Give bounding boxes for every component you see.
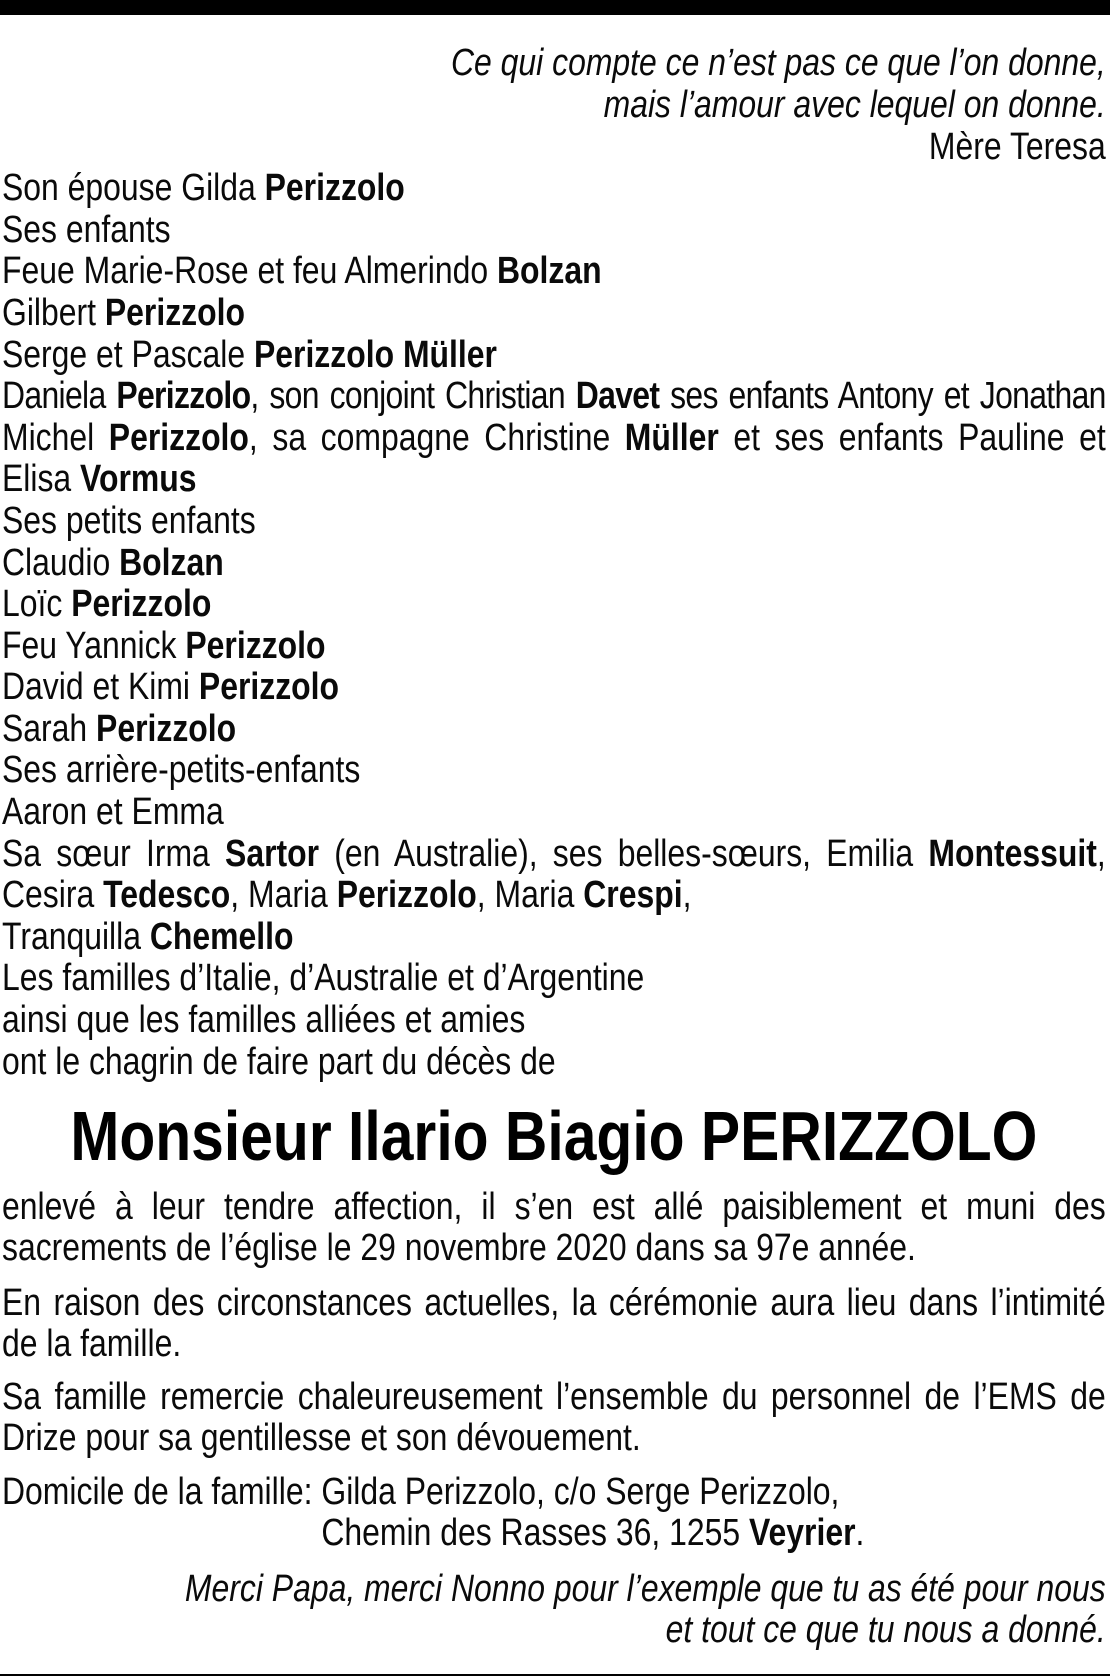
mourner-names: et ses enfants Pauline et (718, 416, 1106, 459)
paragraph-line: En raison des circonstances actuelles, la cérémonie aura lieu dans l’intimité (2, 1281, 1106, 1324)
notice-content (2, 43, 1106, 1650)
closing-line: et tout ce que tu nous a donné. (665, 1608, 1106, 1651)
surname: Crespi (583, 874, 683, 917)
mourner-names: Claudio (2, 541, 120, 584)
mourner-names: Elisa (2, 458, 81, 501)
surname: Vormus (80, 458, 197, 501)
ceremony-paragraph (2, 1283, 1106, 1365)
surname: Perizzolo (96, 707, 237, 750)
epigraph-author: Mère Teresa (928, 125, 1106, 168)
mourner-names: Daniela (2, 375, 117, 418)
surname: Perizzolo (108, 416, 249, 459)
paragraph-line: de la famille. (2, 1322, 182, 1365)
city: Veyrier (748, 1511, 856, 1554)
surname: Bolzan (119, 541, 224, 584)
announcement-line: ont le chagrin de faire part du décès de (2, 1040, 556, 1083)
domicile-address-line (321, 1513, 864, 1554)
mourner-names: Loïc (2, 583, 72, 626)
epigraph-line: Ce qui compte ce n’est pas ce que l’on donne, (450, 42, 1106, 85)
mourner-names: Feu Yannick (2, 624, 186, 667)
mourner-line (2, 667, 1106, 709)
thanks-paragraph (2, 1377, 1106, 1459)
mourner-names: , son conjoint Christian (250, 375, 576, 418)
bottom-rule (0, 1674, 1110, 1676)
surname: Perizzolo (264, 167, 405, 210)
paragraph-line: sacrements de l’église le 29 novembre 2020 dans sa 97e année. (2, 1227, 916, 1270)
section-heading: Ses enfants (2, 208, 171, 251)
domicile-address (321, 1472, 864, 1554)
surname: Bolzan (496, 250, 602, 293)
mourner-line: Aaron et Emma (2, 791, 224, 834)
paragraph-line: Sa famille remercie chaleureusement l’ensemble du personnel de l’EMS de (2, 1375, 1106, 1418)
mourner-names: ses enfants Antony et Jonathan (659, 375, 1106, 418)
epigraph-line: mais l’amour avec lequel on donne. (603, 83, 1106, 126)
street-and-postcode: Chemin des Rasses 36, 1255 (321, 1511, 749, 1554)
mourner-names: Feue Marie-Rose et feu Almerindo (2, 250, 497, 293)
mourner-line (2, 459, 1106, 501)
mourner-names: , Maria (230, 874, 337, 917)
mourner-names: , (682, 874, 692, 917)
surname: Davet (575, 375, 660, 418)
mourner-line (2, 376, 1106, 418)
mourner-line (2, 834, 1106, 876)
mourner-names: , Maria (476, 874, 584, 917)
mourner-line (2, 293, 1106, 335)
closing-message (2, 1569, 1106, 1651)
surname: Perizzolo (336, 874, 477, 917)
top-rule (0, 0, 1110, 15)
mourner-line (2, 543, 1106, 585)
closing-line: Merci Papa, merci Nonno pour l’exemple que tu as été pour nous (184, 1568, 1106, 1611)
mourners-list (2, 168, 1106, 1083)
section-heading: Ses petits enfants (2, 499, 256, 542)
section-heading: Ses arrière-petits-enfants (2, 749, 361, 792)
families-line: Les familles d’Italie, d’Australie et d’Argentine (2, 957, 645, 1000)
mourner-names: Michel (2, 416, 109, 459)
mourner-names: Son épouse Gilda (2, 167, 265, 210)
mourner-names: , sa compagne Christine (248, 416, 625, 459)
mourner-names: , (1096, 832, 1106, 875)
mourner-names: Gilbert (2, 291, 105, 334)
surname: Tedesco (103, 874, 231, 917)
surname: Perizzolo (71, 583, 212, 626)
surname: Montessuit (928, 832, 1097, 875)
domicile-address-line: Gilda Perizzolo, c/o Serge Perizzolo, (321, 1471, 840, 1514)
mourner-names: Cesira (2, 874, 104, 917)
surname: Perizzolo Müller (253, 333, 497, 376)
mourner-line (2, 709, 1106, 751)
mourner-line (2, 335, 1106, 377)
surname: Perizzolo (185, 624, 326, 667)
mourner-names: Sa sœur Irma (2, 832, 226, 875)
spouse-line (2, 168, 1106, 210)
mourner-names: Sarah (2, 707, 97, 750)
address-punctuation: . (855, 1511, 865, 1554)
domicile-label: Domicile de la famille: (2, 1471, 313, 1514)
mourner-line (2, 584, 1106, 626)
mourner-names: David et Kimi (2, 666, 199, 709)
mourner-names: Tranquilla (2, 915, 150, 958)
death-paragraph (2, 1187, 1106, 1269)
deceased-name: Monsieur Ilario Biagio PERIZZOLO (70, 1097, 1038, 1176)
mourner-names: (en Australie), ses belles-sœurs, Emilia (319, 832, 929, 875)
surname: Müller (624, 416, 719, 459)
surname: Perizzolo (116, 375, 251, 418)
mourner-line (2, 626, 1106, 668)
paragraph-line: Drize pour sa gentillesse et son dévouement. (2, 1416, 641, 1459)
mourner-line (2, 917, 1106, 959)
mourner-names: Serge et Pascale (2, 333, 254, 376)
surname: Chemello (149, 915, 294, 958)
mourner-line (2, 875, 1106, 917)
paragraph-line: enlevé à leur tendre affection, il s’en est allé paisiblement et muni des (2, 1186, 1106, 1229)
surname: Perizzolo (198, 666, 340, 709)
mourner-line (2, 251, 1106, 293)
domicile-block (2, 1472, 1106, 1554)
mourner-line (2, 418, 1106, 460)
families-line: ainsi que les familles alliées et amies (2, 999, 526, 1042)
surname: Sartor (225, 832, 320, 875)
surname: Perizzolo (104, 291, 246, 334)
epigraph (2, 43, 1106, 168)
